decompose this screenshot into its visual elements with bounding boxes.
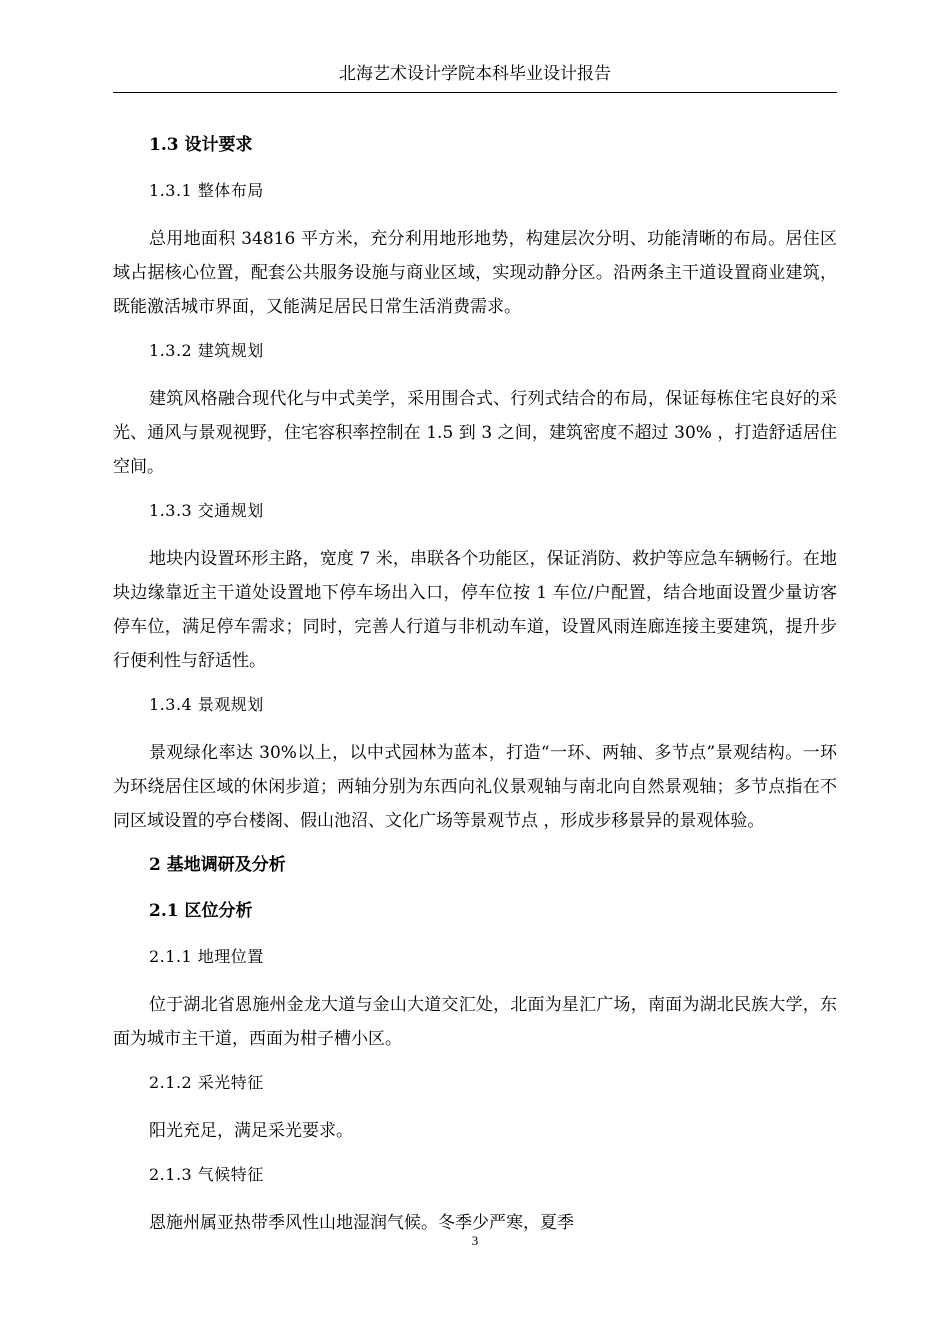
page-number: 3 [471,1233,479,1248]
header-title: 北海艺术设计学院本科毕业设计报告 [339,64,611,84]
section-1-3-heading: 1.3 设计要求 [149,135,253,155]
section-2-1-1-heading: 2.1.1 地理位置 [149,947,264,966]
section-1-3-4-heading: 1.3.4 景观规划 [149,695,264,714]
section-2-1-2-heading: 2.1.2 采光特征 [149,1073,264,1092]
section-1-3-2-paragraph: 建筑风格融合现代化与中式美学，采用围合式、行列式结合的布局，保证每栋住宅良好的采光、通风与景观视野，住宅容积率控制在 1.5 到 3 之间，建筑密度不超过 30% ，打造舒适居住空间。 [113,389,837,477]
section-2-1-heading: 2.1 区位分析 [149,901,253,921]
page-header [113,60,837,93]
section-1-3-4-paragraph: 景观绿化率达 30%以上，以中式园林为蓝本，打造“一环、两轴、多节点”景观结构。一环为环绕居住区域的休闲步道；两轴分别为东西向礼仪景观轴与南北向自然景观轴；多节点指在不同区域设置的亭台楼阁、假山池沼、文化广场等景观节点 ，形成步移景异的景观体验。 [113,743,837,831]
section-1-3-3-heading: 1.3.3 交通规划 [149,501,264,520]
section-2-1-2-paragraph: 阳光充足，满足采光要求。 [149,1121,353,1141]
section-1-3-1-paragraph: 总用地面积 34816 平方米，充分利用地形地势，构建层次分明、功能清晰的布局。居住区域占据核心位置，配套公共服务设施与商业区域，实现动静分区。沿两条主干道设置商业建筑，既能激活城市界面，又能满足居民日常生活消费需求。 [113,229,837,317]
section-2-heading: 2 基地调研及分析 [149,855,286,875]
section-2-1-3-paragraph: 恩施州属亚热带季风性山地湿润气候。冬季少严寒，夏季 [149,1213,574,1233]
document-body [113,130,837,1252]
section-2-1-1-paragraph: 位于湖北省恩施州金龙大道与金山大道交汇处，北面为星汇广场，南面为湖北民族大学，东面为城市主干道，西面为柑子槽小区。 [113,995,837,1049]
section-1-3-2-heading: 1.3.2 建筑规划 [149,341,264,360]
section-1-3-1-heading: 1.3.1 整体布局 [149,181,264,200]
section-1-3-3-paragraph: 地块内设置环形主路，宽度 7 米，串联各个功能区，保证消防、救护等应急车辆畅行。在地块边缘靠近主干道处设置地下停车场出入口，停车位按 1 车位/户配置，结合地面设置少量访客停车位，满足停车需求；同时，完善人行道与非机动车道，设置风雨连廊连接主要建筑，提升步行便利性与舒适性。 [113,549,837,671]
section-2-1-3-heading: 2.1.3 气候特征 [149,1165,264,1184]
